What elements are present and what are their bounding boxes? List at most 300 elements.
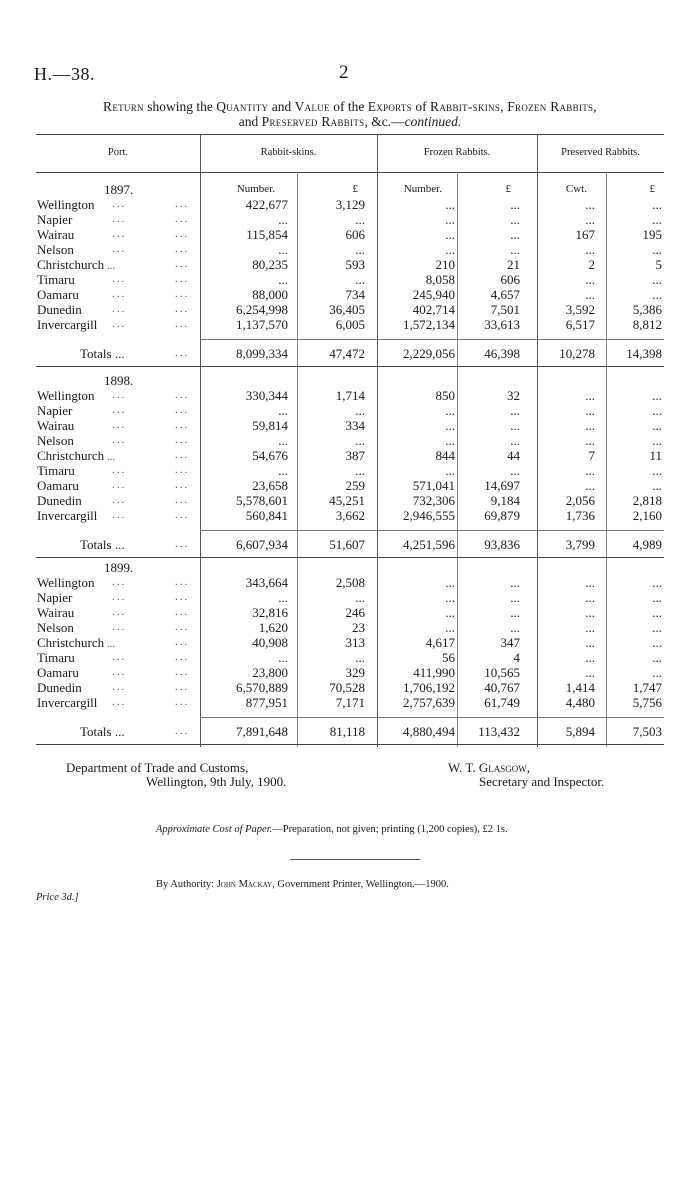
table-cell: ... xyxy=(510,197,520,212)
totals-cell: 81,118 xyxy=(329,724,365,739)
table-row xyxy=(0,272,700,287)
table-cell: 313 xyxy=(345,635,365,650)
title-word: Frozen Rabbits, xyxy=(507,99,597,114)
table-row xyxy=(0,302,700,317)
table-cell: ... xyxy=(585,575,595,590)
port-name: Napier xyxy=(37,590,73,605)
totals-cell: 51,607 xyxy=(329,537,365,552)
table-cell: ... xyxy=(355,242,365,257)
table-row xyxy=(0,478,700,493)
table-cell: 330,344 xyxy=(245,388,288,403)
leader-dots: ... xyxy=(112,198,127,210)
table-cell: 877,951 xyxy=(245,695,288,710)
totals-top-rule xyxy=(200,717,664,718)
table-cell: ... xyxy=(355,463,365,478)
table-cell: 1,747 xyxy=(632,680,662,695)
table-cell: 11 xyxy=(649,448,662,463)
leader-dots: ... xyxy=(112,479,127,491)
table-row xyxy=(0,665,700,680)
title-word: Rabbit-skins, xyxy=(430,99,504,114)
table-row xyxy=(0,388,700,403)
table-cell: 59,814 xyxy=(252,418,288,433)
table-cell: 606 xyxy=(345,227,365,242)
table-cell: ... xyxy=(585,433,595,448)
totals-bottom-rule xyxy=(36,366,664,367)
table-cell: ... xyxy=(585,197,595,212)
leader-dots: ... xyxy=(175,651,190,663)
port-name: Wellington xyxy=(37,388,95,403)
year-label: 1897. xyxy=(104,182,134,197)
table-cell: 4,480 xyxy=(565,695,595,710)
port-name: Napier xyxy=(37,212,73,227)
leader-dots: ... xyxy=(112,389,127,401)
table-cell: ... xyxy=(585,620,595,635)
table-cell: ... xyxy=(652,242,662,257)
table-cell: 329 xyxy=(345,665,365,680)
table-cell: 334 xyxy=(345,418,365,433)
cost-note xyxy=(156,824,508,835)
leader-dots: ... xyxy=(175,725,190,737)
table-cell: ... xyxy=(355,272,365,287)
table-cell: 36,405 xyxy=(329,302,365,317)
table-cell: 7,501 xyxy=(490,302,520,317)
leader-dots: ... xyxy=(175,621,190,633)
leader-dots: ... xyxy=(112,434,127,446)
table-cell: ... xyxy=(585,605,595,620)
cost-label: Approximate Cost of Paper. xyxy=(156,824,273,835)
table-cell: ... xyxy=(445,575,455,590)
table-cell: ... xyxy=(355,650,365,665)
table-cell: ... xyxy=(652,418,662,433)
leader-dots: ... xyxy=(175,243,190,255)
port-name: Nelson xyxy=(37,620,74,635)
table-cell: ... xyxy=(652,620,662,635)
table-cell: 54,676 xyxy=(252,448,288,463)
table-cell: ... xyxy=(355,403,365,418)
table-cell: 210 xyxy=(435,257,455,272)
leader-dots: ... xyxy=(175,636,190,648)
table-cell: ... xyxy=(278,463,288,478)
table-cell: ... xyxy=(445,433,455,448)
unit-label: £ xyxy=(649,183,655,195)
leader-dots: ... xyxy=(175,681,190,693)
table-cell: ... xyxy=(652,197,662,212)
leader-dots: ... xyxy=(112,494,127,506)
table-cell: ... xyxy=(652,433,662,448)
year-heading-row xyxy=(0,560,700,575)
price-note: Price 3d.] xyxy=(36,892,79,903)
table-cell: 7,171 xyxy=(335,695,365,710)
table-row xyxy=(0,605,700,620)
table-cell: 411,990 xyxy=(413,665,455,680)
leader-dots: ... xyxy=(104,260,116,272)
header-bottom-rule xyxy=(36,172,664,173)
cost-text: —Preparation, not given; printing (1,200 copies), £2 1s. xyxy=(272,824,508,835)
table-cell: 5,578,601 xyxy=(236,493,288,508)
table-cell: ... xyxy=(652,403,662,418)
table-cell: ... xyxy=(355,212,365,227)
leader-dots: ... xyxy=(175,696,190,708)
table-row xyxy=(0,418,700,433)
column-header-port: Port. xyxy=(107,147,129,158)
title-word: and xyxy=(238,114,262,129)
table-cell: 402,714 xyxy=(412,302,455,317)
title-word: Value xyxy=(294,99,330,114)
table-cell: ... xyxy=(585,635,595,650)
table-cell: 4 xyxy=(513,650,520,665)
table-cell: 80,235 xyxy=(252,257,288,272)
totals-cell: 4,880,494 xyxy=(403,724,455,739)
table-cell: 6,517 xyxy=(565,317,595,332)
title-word: Exports xyxy=(367,99,413,114)
port-name: Christchurch ... xyxy=(37,257,116,272)
port-name: Invercargill xyxy=(37,508,98,523)
leader-dots: ... xyxy=(112,464,127,476)
leader-dots: ... xyxy=(175,434,190,446)
leader-dots: ... xyxy=(112,288,127,300)
table-cell: ... xyxy=(652,665,662,680)
table-row xyxy=(0,463,700,478)
table-row xyxy=(0,493,700,508)
leader-dots: ... xyxy=(112,591,127,603)
table-row xyxy=(0,403,700,418)
table-cell: 3,662 xyxy=(335,508,365,523)
leader-dots: ... xyxy=(104,451,116,463)
totals-label: Totals ... xyxy=(80,724,125,739)
table-cell: ... xyxy=(585,403,595,418)
document-reference: H.—38. xyxy=(34,64,95,84)
totals-cell: 46,398 xyxy=(484,346,520,361)
port-name: Christchurch ... xyxy=(37,448,116,463)
table-cell: ... xyxy=(652,478,662,493)
port-name: Wellington xyxy=(37,575,95,590)
table-cell: 1,414 xyxy=(565,680,595,695)
totals-cell: 3,799 xyxy=(565,537,595,552)
table-cell: 45,251 xyxy=(329,493,365,508)
table-cell: 4,657 xyxy=(490,287,520,302)
table-cell: 571,041 xyxy=(412,478,455,493)
table-cell: ... xyxy=(510,463,520,478)
totals-cell: 47,472 xyxy=(329,346,365,361)
leader-dots: ... xyxy=(175,318,190,330)
table-cell: 2,946,555 xyxy=(403,508,455,523)
table-cell: 88,000 xyxy=(252,287,288,302)
table-cell: 1,736 xyxy=(565,508,595,523)
leader-dots: ... xyxy=(112,419,127,431)
title-line-1 xyxy=(36,99,664,114)
leader-dots: ... xyxy=(175,198,190,210)
totals-cell: 5,894 xyxy=(565,724,595,739)
totals-cell: 2,229,056 xyxy=(403,346,455,361)
table-cell: ... xyxy=(652,287,662,302)
table-cell: ... xyxy=(445,403,455,418)
port-name: Wairau xyxy=(37,605,75,620)
table-cell: 387 xyxy=(345,448,365,463)
table-cell: ... xyxy=(278,272,288,287)
leader-dots: ... xyxy=(112,681,127,693)
table-cell: ... xyxy=(652,575,662,590)
table-cell: ... xyxy=(510,212,520,227)
table-cell: 61,749 xyxy=(484,695,520,710)
table-cell: 5,756 xyxy=(632,695,662,710)
leader-dots: ... xyxy=(175,449,190,461)
table-cell: ... xyxy=(510,605,520,620)
title-word: and xyxy=(268,99,295,114)
port-name: Napier xyxy=(37,403,73,418)
title-word: , &c.— xyxy=(364,114,405,129)
totals-bottom-rule xyxy=(36,744,664,745)
table-cell: ... xyxy=(652,463,662,478)
leader-dots: ... xyxy=(112,303,127,315)
totals-row xyxy=(0,537,700,552)
table-cell: 1,572,134 xyxy=(403,317,455,332)
table-cell: 2 xyxy=(588,257,595,272)
title-word: showing the xyxy=(143,99,217,114)
year-heading-row xyxy=(0,373,700,388)
leader-dots: ... xyxy=(175,666,190,678)
table-cell: 33,613 xyxy=(484,317,520,332)
signer-surname: Glasgow, xyxy=(478,760,530,775)
table-cell: 6,254,998 xyxy=(236,302,288,317)
leader-dots: ... xyxy=(175,288,190,300)
table-cell: 7 xyxy=(588,448,595,463)
table-cell: ... xyxy=(510,575,520,590)
table-cell: ... xyxy=(278,403,288,418)
column-header-preserved-rabbits: Preserved Rabbits. xyxy=(561,147,640,158)
port-name: Invercargill xyxy=(37,317,98,332)
table-cell: ... xyxy=(445,605,455,620)
table-row xyxy=(0,620,700,635)
title-word: of xyxy=(412,99,431,114)
leader-dots: ... xyxy=(112,404,127,416)
leader-dots: ... xyxy=(112,509,127,521)
table-cell: 2,757,639 xyxy=(403,695,455,710)
table-row xyxy=(0,227,700,242)
table-row xyxy=(0,433,700,448)
page-number: 2 xyxy=(339,62,349,83)
leader-dots: ... xyxy=(175,273,190,285)
port-name: Invercargill xyxy=(37,695,98,710)
totals-top-rule xyxy=(200,530,664,531)
table-cell: 32 xyxy=(507,388,520,403)
table-cell: 593 xyxy=(345,257,365,272)
table-cell: 2,508 xyxy=(335,575,365,590)
table-row xyxy=(0,448,700,463)
table-cell: 69,879 xyxy=(484,508,520,523)
table-cell: ... xyxy=(652,590,662,605)
table-cell: 347 xyxy=(500,635,520,650)
imprint-part: By Authority: xyxy=(156,879,217,890)
leader-dots: ... xyxy=(175,576,190,588)
table-cell: 56 xyxy=(442,650,455,665)
leader-dots: ... xyxy=(175,538,190,550)
table-cell: ... xyxy=(585,665,595,680)
leader-dots: ... xyxy=(112,243,127,255)
table-cell: ... xyxy=(585,590,595,605)
table-cell: ... xyxy=(652,605,662,620)
table-cell: ... xyxy=(445,620,455,635)
table-cell: 4,617 xyxy=(425,635,455,650)
table-cell: 732,306 xyxy=(412,493,455,508)
table-cell: 1,714 xyxy=(335,388,365,403)
port-name: Oamaru xyxy=(37,478,79,493)
table-cell: ... xyxy=(585,242,595,257)
table-cell: ... xyxy=(652,650,662,665)
leader-dots: ... xyxy=(112,606,127,618)
table-cell: 9,184 xyxy=(490,493,520,508)
table-cell: ... xyxy=(652,388,662,403)
table-cell: ... xyxy=(510,433,520,448)
table-cell: 5,386 xyxy=(632,302,662,317)
table-cell: ... xyxy=(278,650,288,665)
table-cell: 246 xyxy=(345,605,365,620)
leader-dots: ... xyxy=(112,576,127,588)
totals-cell: 4,251,596 xyxy=(403,537,455,552)
table-cell: 32,816 xyxy=(252,605,288,620)
column-header-rabbit-skins: Rabbit-skins. xyxy=(260,147,317,158)
table-row xyxy=(0,197,700,212)
totals-bottom-rule xyxy=(36,557,664,558)
table-cell: ... xyxy=(510,418,520,433)
table-cell: ... xyxy=(510,620,520,635)
port-name: Wairau xyxy=(37,227,75,242)
table-cell: 422,677 xyxy=(245,197,288,212)
port-name: Timaru xyxy=(37,463,75,478)
column-header-frozen-rabbits: Frozen Rabbits. xyxy=(423,147,491,158)
table-cell: ... xyxy=(445,212,455,227)
table-cell: 5 xyxy=(655,257,662,272)
table-cell: 10,565 xyxy=(484,665,520,680)
totals-label: Totals ... xyxy=(80,537,125,552)
table-cell: 606 xyxy=(500,272,520,287)
unit-label: Number. xyxy=(236,183,275,195)
table-row xyxy=(0,575,700,590)
port-name: Timaru xyxy=(37,650,75,665)
table-cell: 2,056 xyxy=(565,493,595,508)
totals-cell: 14,398 xyxy=(626,346,662,361)
table-cell: 23,658 xyxy=(252,478,288,493)
date-line: Wellington, 9th July, 1900. xyxy=(146,774,287,789)
table-cell: ... xyxy=(445,197,455,212)
leader-dots: ... xyxy=(175,213,190,225)
totals-label: Totals ... xyxy=(80,346,125,361)
leader-dots: ... xyxy=(104,638,116,650)
totals-cell: 6,607,934 xyxy=(236,537,288,552)
table-cell: ... xyxy=(585,478,595,493)
leader-dots: ... xyxy=(175,404,190,416)
leader-dots: ... xyxy=(112,318,127,330)
table-cell: 70,528 xyxy=(329,680,365,695)
table-cell: ... xyxy=(445,590,455,605)
leader-dots: ... xyxy=(112,273,127,285)
table-row xyxy=(0,650,700,665)
table-cell: 8,812 xyxy=(632,317,662,332)
table-cell: ... xyxy=(445,242,455,257)
year-label: 1898. xyxy=(104,373,134,388)
port-name: Dunedin xyxy=(37,302,82,317)
totals-cell: 113,432 xyxy=(478,724,520,739)
table-cell: ... xyxy=(585,388,595,403)
table-cell: 14,697 xyxy=(484,478,520,493)
table-cell: 3,592 xyxy=(565,302,595,317)
table-row xyxy=(0,257,700,272)
totals-cell: 4,989 xyxy=(632,537,662,552)
table-row xyxy=(0,695,700,710)
signer-initials: W. T. xyxy=(448,760,479,775)
table-cell: 23 xyxy=(352,620,365,635)
port-name: Wairau xyxy=(37,418,75,433)
totals-cell: 93,836 xyxy=(484,537,520,552)
table-cell: 1,620 xyxy=(258,620,288,635)
table-row xyxy=(0,317,700,332)
table-cell: 44 xyxy=(507,448,520,463)
table-cell: ... xyxy=(510,242,520,257)
table-cell: 1,137,570 xyxy=(236,317,288,332)
leader-dots: ... xyxy=(175,591,190,603)
table-cell: ... xyxy=(510,403,520,418)
port-name: Christchurch ... xyxy=(37,635,116,650)
title-word: Preserved Rabbits xyxy=(261,114,365,129)
leader-dots: ... xyxy=(112,651,127,663)
table-row xyxy=(0,635,700,650)
table-cell: 23,800 xyxy=(252,665,288,680)
port-name: Nelson xyxy=(37,433,74,448)
leader-dots: ... xyxy=(175,419,190,431)
table-row xyxy=(0,590,700,605)
table-row xyxy=(0,212,700,227)
table-cell: ... xyxy=(585,418,595,433)
totals-row xyxy=(0,346,700,361)
table-cell: ... xyxy=(585,287,595,302)
leader-dots: ... xyxy=(112,621,127,633)
unit-label: Cwt. xyxy=(565,183,587,195)
table-cell: ... xyxy=(445,463,455,478)
year-heading-row xyxy=(0,182,700,197)
port-name: Dunedin xyxy=(37,493,82,508)
table-cell: 2,818 xyxy=(632,493,662,508)
table-cell: 6,570,889 xyxy=(236,680,288,695)
signer-title: Secretary and Inspector. xyxy=(479,774,605,789)
leader-dots: ... xyxy=(175,389,190,401)
table-title xyxy=(36,99,664,129)
table-cell: ... xyxy=(355,433,365,448)
table-cell: 343,664 xyxy=(245,575,288,590)
title-line-2 xyxy=(36,114,664,129)
table-cell: 1,706,192 xyxy=(403,680,455,695)
table-cell: 245,940 xyxy=(412,287,455,302)
table-cell: ... xyxy=(278,590,288,605)
leader-dots: ... xyxy=(175,509,190,521)
department-line: Department of Trade and Customs, xyxy=(66,760,249,775)
table-row xyxy=(0,287,700,302)
table-cell: 6,005 xyxy=(335,317,365,332)
table-cell: 734 xyxy=(345,287,365,302)
table-cell: ... xyxy=(278,212,288,227)
table-cell: ... xyxy=(652,635,662,650)
leader-dots: ... xyxy=(175,494,190,506)
table-cell: 115,854 xyxy=(246,227,288,242)
table-cell: 259 xyxy=(345,478,365,493)
table-cell: ... xyxy=(445,227,455,242)
table-cell: 167 xyxy=(575,227,595,242)
leader-dots: ... xyxy=(112,213,127,225)
port-name: Oamaru xyxy=(37,665,79,680)
port-name: Dunedin xyxy=(37,680,82,695)
printer-imprint xyxy=(156,879,449,890)
table-cell: ... xyxy=(278,242,288,257)
table-cell: ... xyxy=(585,212,595,227)
table-cell: ... xyxy=(278,433,288,448)
